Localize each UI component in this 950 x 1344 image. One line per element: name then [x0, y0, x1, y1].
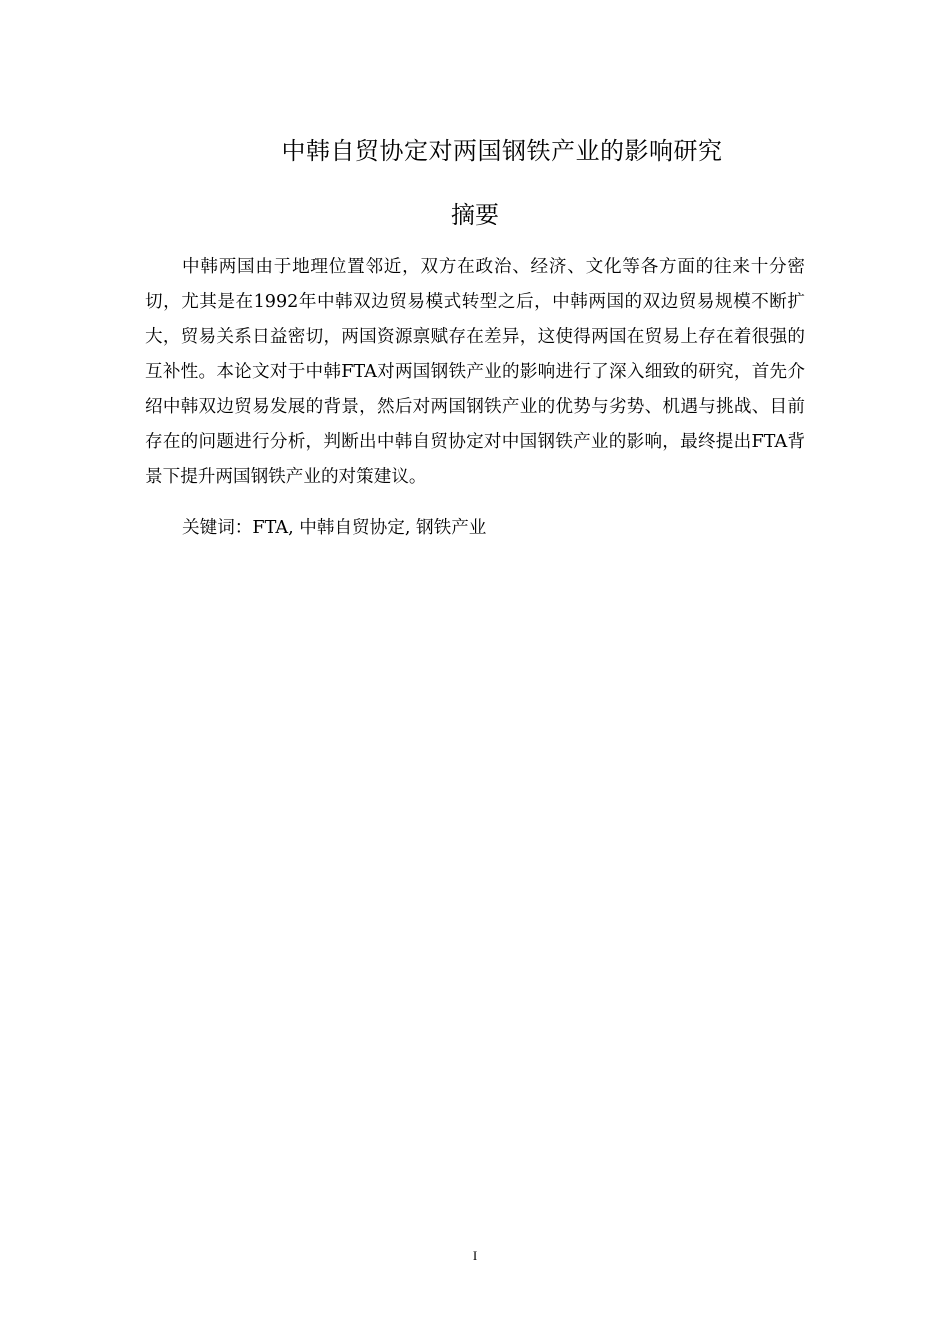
keywords-value: FTA, 中韩自贸协定, 钢铁产业	[252, 518, 487, 538]
abstract-heading: 摘要	[451, 201, 499, 229]
keywords-line	[182, 511, 802, 546]
keywords-label: 关键词：	[182, 518, 253, 538]
page-number: I	[472, 1248, 478, 1263]
abstract-body: 中韩两国由于地理位置邻近，双方在政治、经济、文化等各方面的往来十分密切，尤其是在1992年中韩双边贸易模式转型之后，中韩两国的双边贸易规模不断扩大，贸易关系日益密切，两国资源禀赋存在差异，这使得两国在贸易上存在着很强的互补性。本论文对于中韩FTA对两国钢铁产业的影响进行了深入细致的研究，首先介绍中韩双边贸易发展的背景，然后对两国钢铁产业的优势与劣势、机遇与挑战、目前存在的问题进行分析，判断出中韩自贸协定对中国钢铁产业的影响，最终提出FTA背景下提升两国钢铁产业的对策建议。	[145, 257, 805, 487]
document-title: 中韩自贸协定对两国钢铁产业的影响研究	[281, 137, 723, 165]
